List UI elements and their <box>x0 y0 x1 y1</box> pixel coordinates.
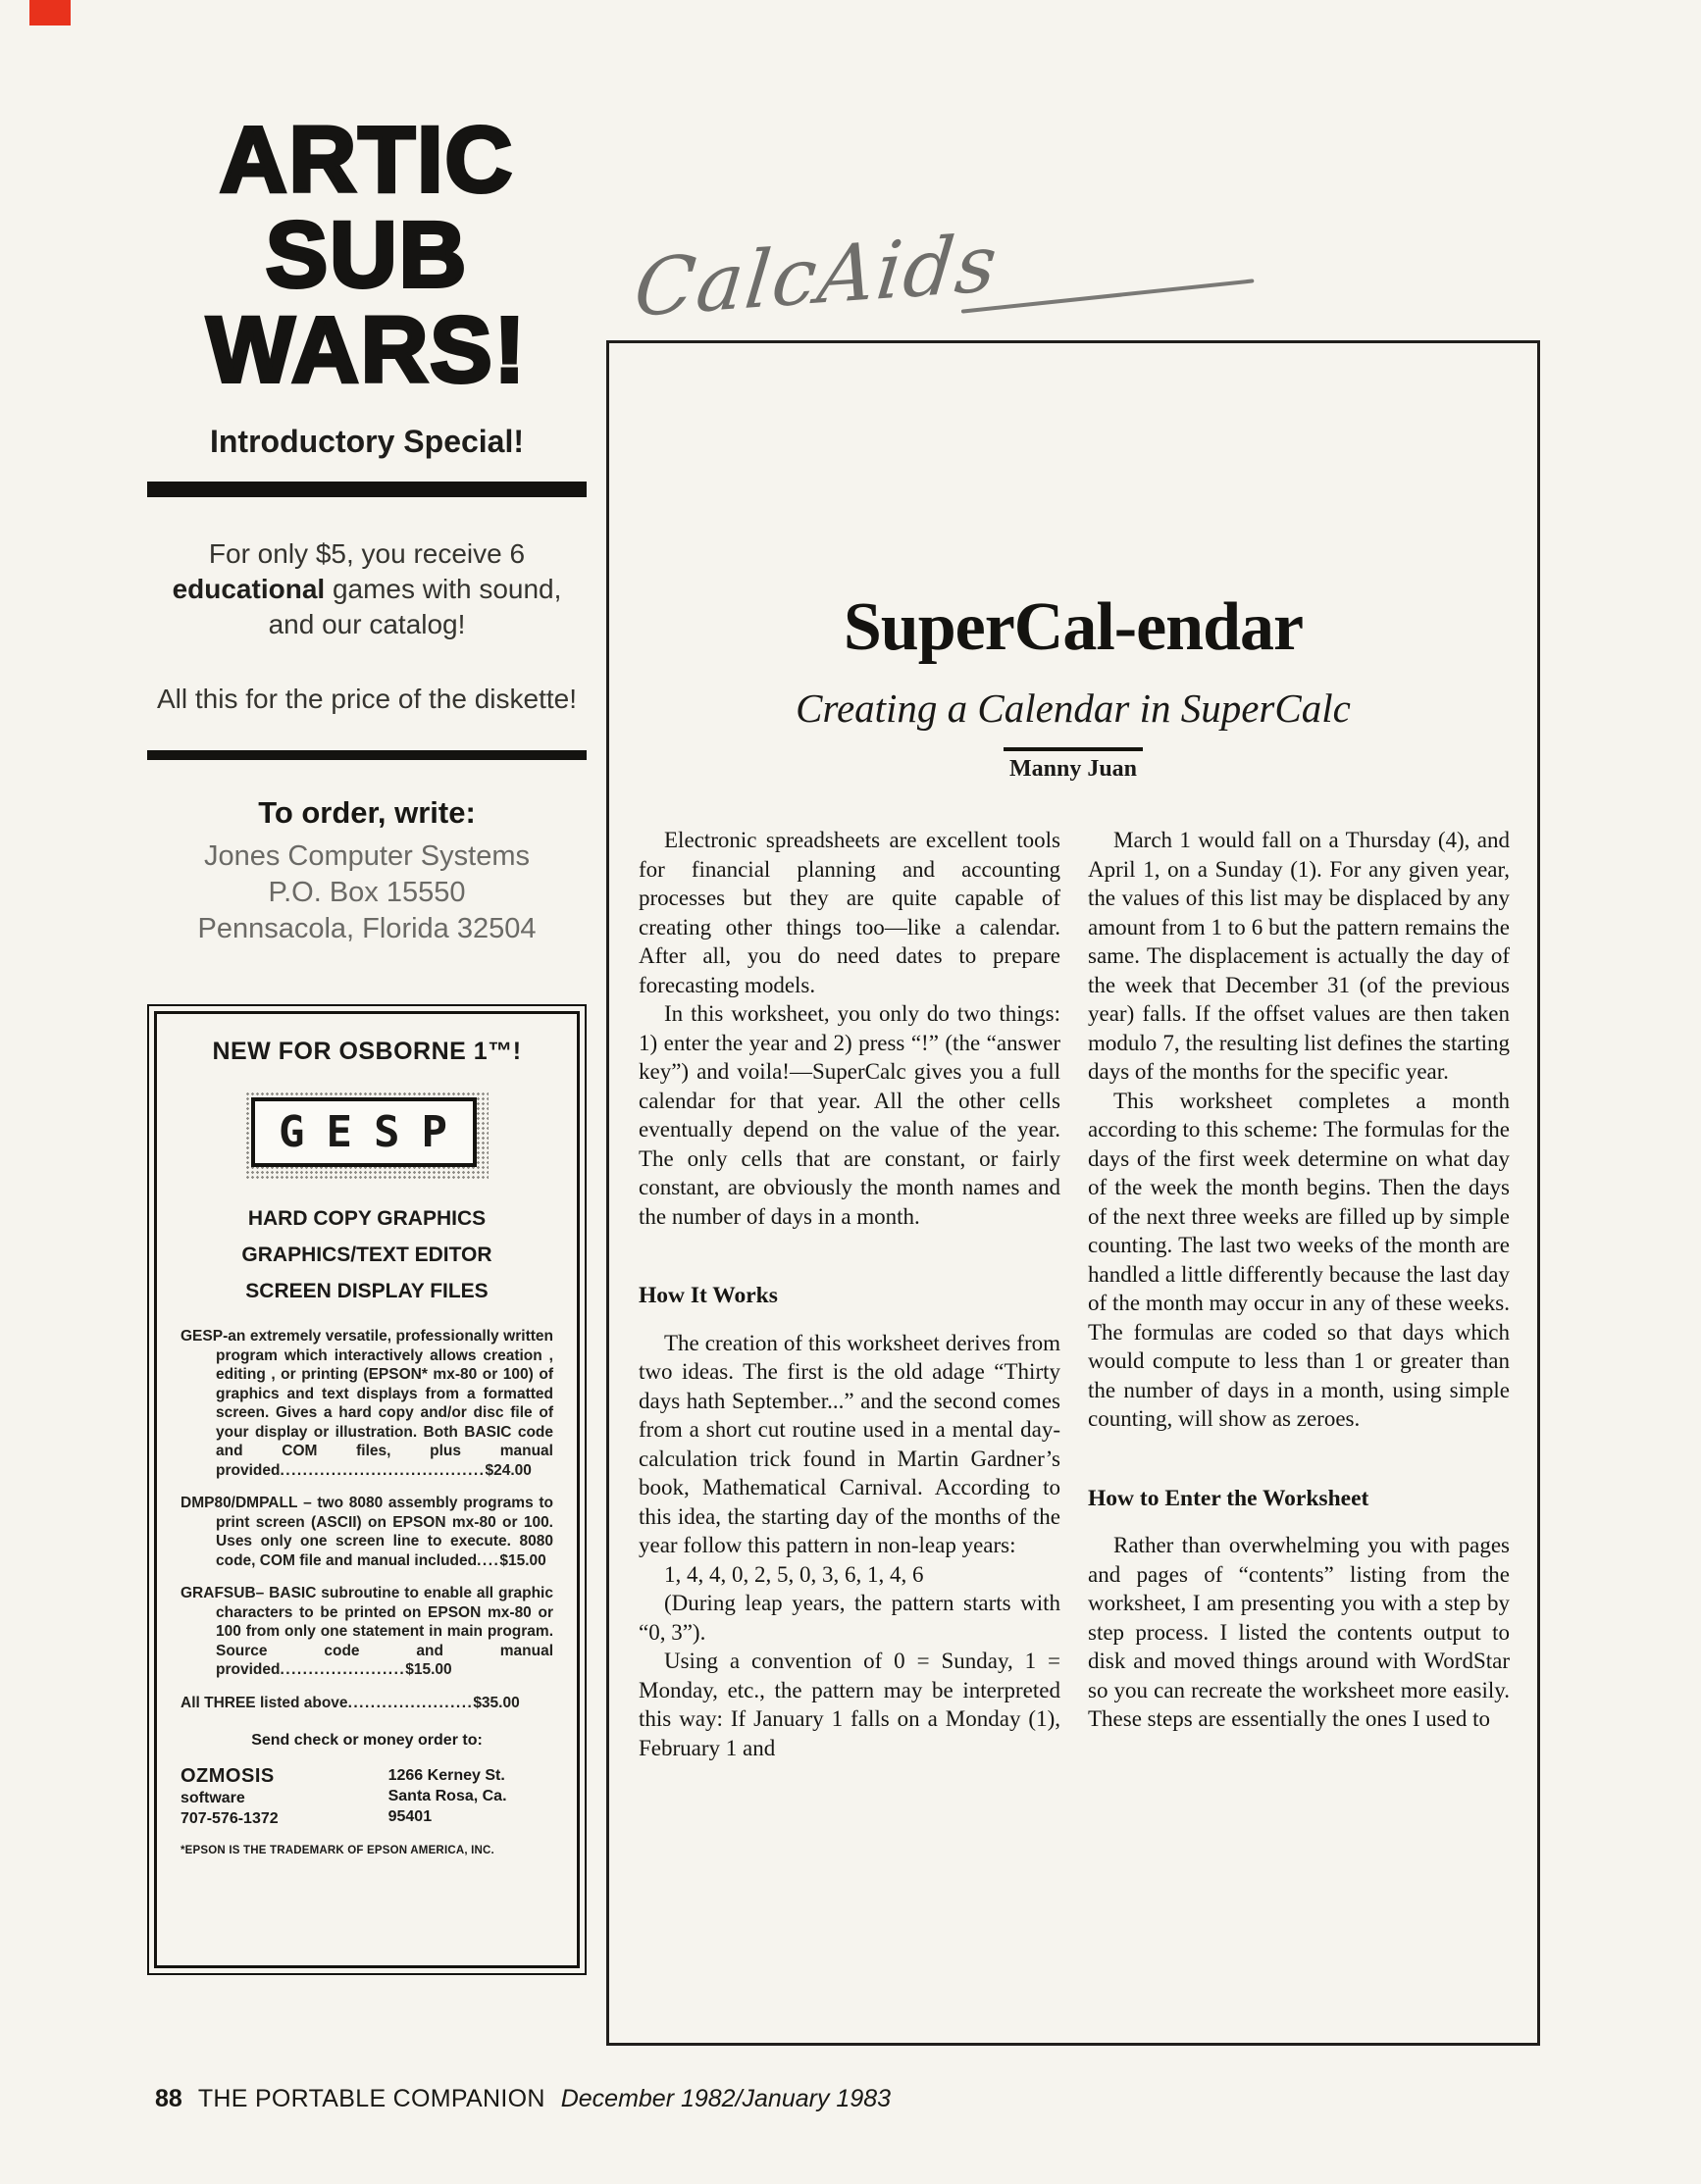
gesp-feature: GRAPHICS/TEXT EDITOR <box>241 1244 492 1266</box>
handwritten-underline-stroke <box>961 279 1255 313</box>
artic-ad-body-1 <box>147 536 587 642</box>
magazine-title: THE PORTABLE COMPANION <box>197 2085 545 2112</box>
gesp-feature: HARD COPY GRAPHICS <box>247 1207 487 1230</box>
page-footer <box>155 2085 891 2113</box>
gesp-ad <box>147 1004 587 1975</box>
article-author-row <box>609 747 1537 786</box>
gesp-logo-shadow <box>245 1092 489 1179</box>
company-sub: software <box>180 1790 245 1806</box>
gesp-item <box>180 1327 553 1480</box>
artic-sub-wars-ad <box>147 108 587 947</box>
gesp-price: $15.00 <box>405 1661 452 1678</box>
gesp-item-lead: GESP- <box>180 1328 229 1345</box>
divider-bar <box>147 482 587 497</box>
gesp-dot-leader: .... <box>477 1551 500 1569</box>
article-paragraph: March 1 would fall on a Thursday (4), and April 1, on a Sunday (1). For any given year, the values of this list may be displaced by any amount from 1 to 6 but the pattern remains the same. The displacement is actually the day of the week that December 31 (of the previous year) falls. If the offset values are then taken modulo 7, the resulting list defines the starting days of the months for the specific year. <box>1088 828 1510 1084</box>
left-ad-column <box>147 108 587 1975</box>
company-left <box>180 1765 375 1829</box>
article-author: Manny Juan <box>1004 747 1143 786</box>
order-address <box>147 838 587 947</box>
address-line: P.O. Box 15550 <box>268 877 466 908</box>
gesp-price: $15.00 <box>499 1551 546 1569</box>
article-paragraph: Rather than overwhelming you with pages and pages of “contents” listing from the worksheet, I am presenting you with a step by step process. I listed the contents output to disk and moved things around with WordStar so you can recreate the worksheet more easily. These steps are essentially the ones I used to <box>1088 1533 1510 1731</box>
gesp-logo-area <box>180 1092 553 1179</box>
gesp-item <box>180 1694 553 1713</box>
handwritten-text: CalcAids <box>630 217 1004 335</box>
company-right <box>375 1765 553 1829</box>
gesp-feature: SCREEN DISPLAY FILES <box>245 1280 489 1302</box>
article-title: SuperCal-endar <box>843 589 1304 665</box>
page-number: 88 <box>155 2085 182 2112</box>
article-paragraph: Electronic spreadsheets are excellent tools for financial planning and accounting processes but they are quite capable of creating other things too—like a calendar. After all, you do need dates to prepare forecasting models. <box>639 828 1060 997</box>
pattern-line: 1, 4, 4, 0, 2, 5, 0, 3, 6, 1, 4, 6 <box>664 1561 924 1587</box>
gesp-price: $35.00 <box>473 1694 520 1711</box>
gesp-item <box>180 1584 553 1680</box>
artic-title-line: WARS! <box>206 298 528 402</box>
gesp-item-lead: GRAFSUB– <box>180 1585 265 1601</box>
gesp-item <box>180 1494 553 1570</box>
section-heading: How to Enter the Worksheet <box>1088 1485 1369 1511</box>
gesp-item-text: an extremely versatile, professionally written program which interactively allows creation , editing , or printing (EPSON* mx-80 or 100) of graphics and text displays from a formatted screen. Gives a hard copy and/or disc file of your display or illustration. Both BASIC code and COM files, plus manual provided <box>216 1328 553 1479</box>
gesp-heading: NEW FOR OSBORNE 1™! <box>212 1038 522 1065</box>
gesp-logo: GESP <box>251 1097 477 1167</box>
gesp-send-line: Send check or money order to: <box>251 1732 483 1749</box>
order-heading: To order, write: <box>258 795 476 830</box>
article-paragraph: In this worksheet, you only do two things: 1) enter the year and 2) press “!” (the “answer key”) and voila!—SuperCalc gives you a full calendar for that year. All the other cells eventually depend on the value of the year. The only cells that are constant, or fairly constant, are obviously the month names and the number of days in a month. <box>639 1001 1060 1229</box>
gesp-item-text: listed above <box>255 1694 348 1711</box>
artic-body-text: games with sound, and our catalog! <box>268 574 562 639</box>
article-box <box>606 340 1540 2046</box>
gesp-item-text: – two 8080 assembly programs to print screen (ASCII) on EPSON mx-80 or 100. Uses only one screen line to execute. 8080 code, COM file and manual included <box>216 1495 553 1569</box>
address-line: Pennsacola, Florida 32504 <box>197 913 537 944</box>
article-paragraph: This worksheet completes a month according to this scheme: The formulas for the days of the first week determine on what day of the week the month begins. Then the days of the next three weeks are filled up by simple counting. The last two weeks of the month are handled a little differently because the last day of the month may occur in any of these weeks. The formulas are coded so that days which would compute to less than 1 or greater than the number of days in a month, using simple counting, will show as zeroes. <box>1088 1088 1510 1431</box>
artic-title-line: ARTIC <box>219 108 515 212</box>
article-column-2 <box>1088 826 1510 1734</box>
gesp-footnote: *EPSON IS THE TRADEMARK OF EPSON AMERICA, INC. <box>180 1845 494 1856</box>
gesp-company-block <box>180 1765 553 1829</box>
gesp-dot-leader: .................................... <box>280 1461 486 1479</box>
article-paragraph: Using a convention of 0 = Sunday, 1 = Monday, etc., the pattern may be interpreted this way: If January 1 falls on a Monday (1), February 1 and <box>639 1649 1060 1760</box>
gesp-item-lead: DMP80/DMPALL <box>180 1495 298 1511</box>
company-address-line: 1266 Kerney St. <box>387 1767 505 1784</box>
gesp-item-lead: All THREE <box>180 1694 256 1711</box>
article-column-1 <box>639 826 1060 1762</box>
artic-body-text: For only $5, you receive 6 <box>208 538 526 569</box>
gesp-dot-leader: ...................... <box>347 1694 474 1711</box>
artic-body-bold: educational <box>172 574 326 604</box>
article-paragraph: The creation of this worksheet derives from two ideas. The first is the old adage “Thirty days hath September...” and the second comes from a short cut routine used in a mental day-calculation trick found in Martin Gardner’s book, Mathematical Carnival. According to this idea, the starting day of the months of the year follow this pattern in non-leap years: <box>639 1330 1060 1557</box>
gesp-item-text: BASIC subroutine to enable all graphic characters to be printed on EPSON mx-80 or 100 from only one statement in main program. Source code and manual provided <box>216 1585 553 1678</box>
company-name: OZMOSIS <box>180 1765 275 1787</box>
article-subtitle: Creating a Calendar in SuperCalc <box>796 686 1351 731</box>
section-heading: How It Works <box>639 1283 778 1308</box>
issue-date: December 1982/January 1983 <box>560 2085 892 2112</box>
registration-mark <box>29 0 71 25</box>
divider-bar <box>147 750 587 760</box>
artic-ad-body-2: All this for the price of the diskette! <box>157 684 577 714</box>
artic-title-line: SUB <box>265 203 469 307</box>
artic-ad-subtitle: Introductory Special! <box>209 424 525 459</box>
article-paragraph: (During leap years, the pattern starts with “0, 3”). <box>639 1591 1060 1645</box>
artic-ad-title <box>147 108 587 402</box>
address-line: Jones Computer Systems <box>203 840 530 872</box>
gesp-dot-leader: ...................... <box>280 1661 406 1678</box>
gesp-ad-inner <box>154 1011 580 1968</box>
company-address-line: Santa Rosa, Ca. <box>387 1788 507 1804</box>
gesp-price: $24.00 <box>485 1461 532 1479</box>
gesp-feature-list <box>180 1200 553 1309</box>
company-phone: 707-576-1372 <box>180 1810 279 1827</box>
company-address-line: 95401 <box>387 1808 433 1825</box>
